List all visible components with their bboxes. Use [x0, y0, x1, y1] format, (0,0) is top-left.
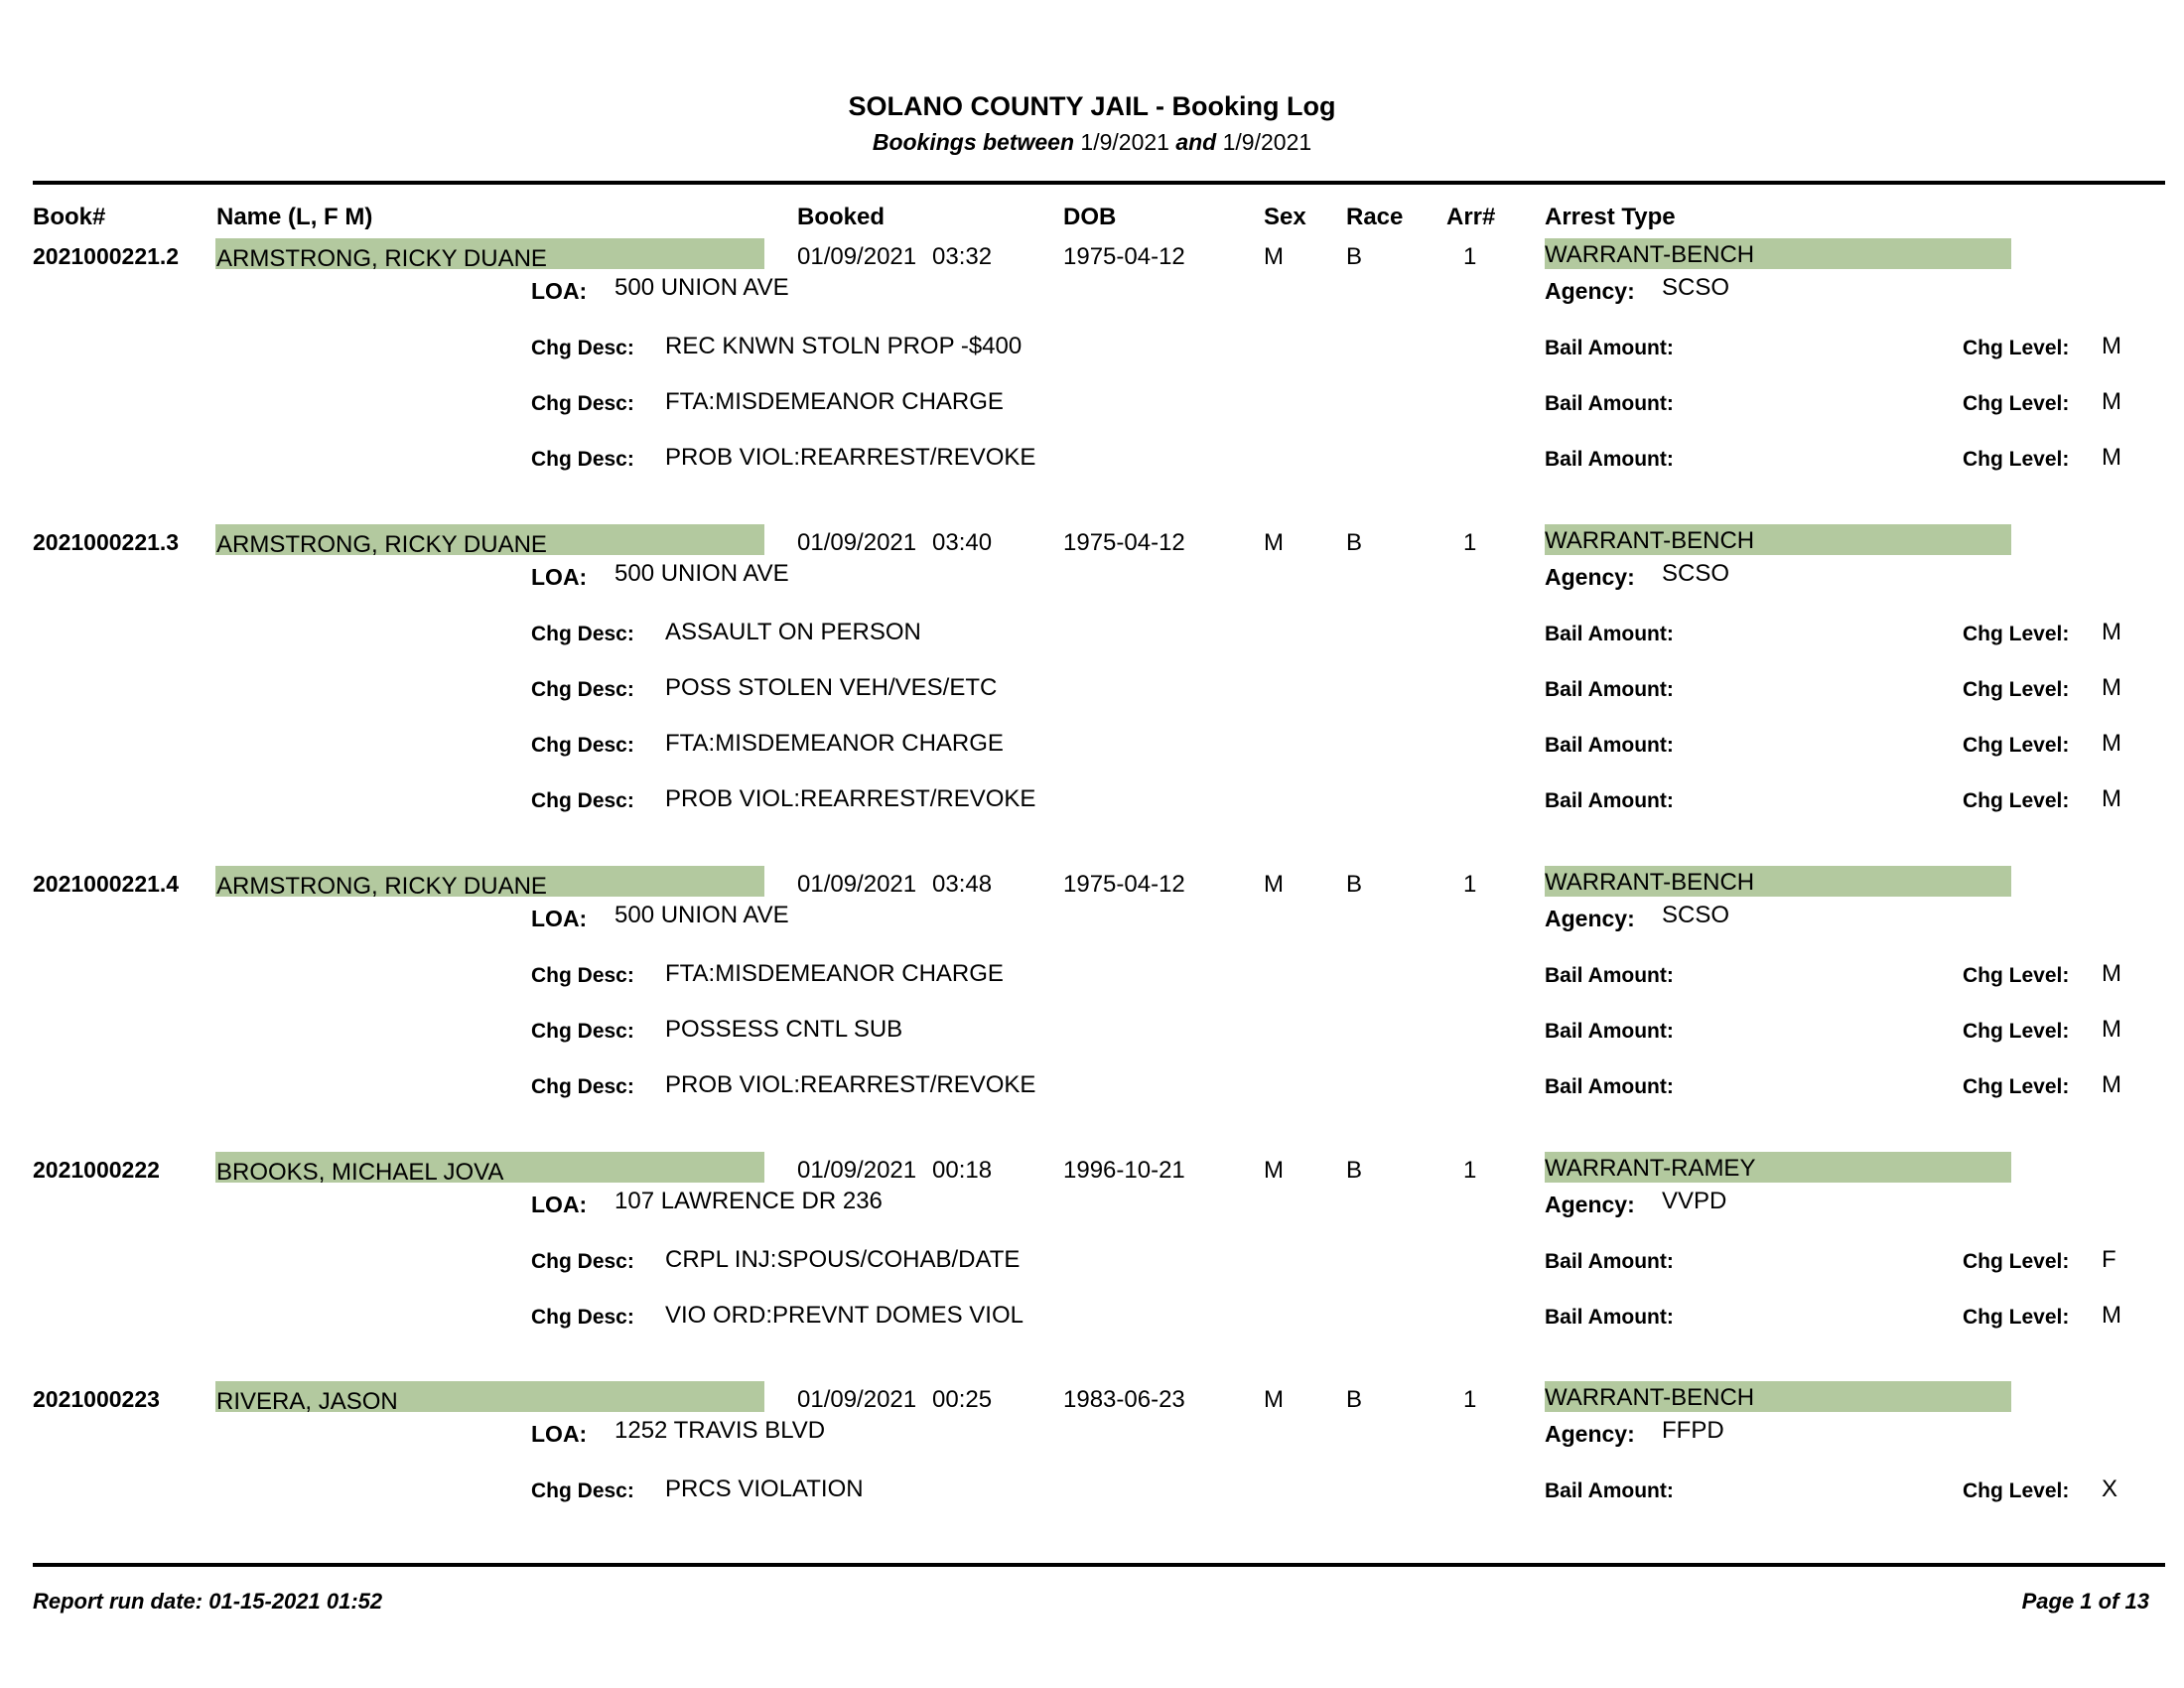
booked-date: 01/09/2021 — [797, 1157, 917, 1184]
subtitle-and: and — [1175, 129, 1217, 155]
chg-level-label: Chg Level: — [1963, 1250, 2070, 1273]
book-number: 2021000221.3 — [33, 529, 180, 555]
agency-value: FFPD — [1662, 1417, 1724, 1444]
inmate-name: ARMSTRONG, RICKY DUANE — [216, 531, 547, 558]
bail-amount-label: Bail Amount: — [1545, 789, 1674, 812]
col-dob: DOB — [1063, 204, 1117, 230]
bail-amount-label: Bail Amount: — [1545, 337, 1674, 359]
booked-date: 01/09/2021 — [797, 1386, 917, 1413]
sex-value: M — [1264, 529, 1284, 556]
bail-amount-label: Bail Amount: — [1545, 1250, 1674, 1273]
agency-label: Agency: — [1545, 906, 1635, 931]
chg-level-label: Chg Level: — [1963, 1075, 2070, 1098]
chg-desc-value: PROB VIOL:REARREST/REVOKE — [665, 1071, 1036, 1098]
col-name: Name (L, F M) — [216, 204, 373, 230]
col-booked: Booked — [797, 204, 886, 230]
loa-value: 500 UNION AVE — [614, 902, 789, 928]
chg-desc-label: Chg Desc: — [531, 964, 634, 987]
arr-value: 1 — [1463, 243, 1477, 270]
sex-value: M — [1264, 243, 1284, 270]
chg-level-label: Chg Level: — [1963, 337, 2070, 359]
bail-amount-label: Bail Amount: — [1545, 623, 1674, 645]
subtitle-prefix: Bookings between — [872, 129, 1075, 155]
booked-date: 01/09/2021 — [797, 529, 917, 556]
chg-desc-label: Chg Desc: — [531, 789, 634, 812]
chg-level-value: M — [2102, 1016, 2121, 1043]
loa-label: LOA: — [531, 1421, 588, 1447]
bail-amount-label: Bail Amount: — [1545, 964, 1674, 987]
chg-level-value: M — [2102, 960, 2121, 987]
header-rule — [33, 181, 2165, 185]
chg-desc-label: Chg Desc: — [531, 623, 634, 645]
inmate-name: RIVERA, JASON — [216, 1388, 398, 1415]
book-number: 2021000223 — [33, 1386, 160, 1412]
agency-value: SCSO — [1662, 902, 1730, 928]
book-number: 2021000221.4 — [33, 871, 180, 897]
loa-label: LOA: — [531, 1192, 588, 1217]
chg-level-label: Chg Level: — [1963, 734, 2070, 757]
chg-level-label: Chg Level: — [1963, 392, 2070, 415]
booked-time: 00:18 — [932, 1157, 993, 1184]
arrest-type: WARRANT-BENCH — [1545, 527, 1755, 554]
loa-label: LOA: — [531, 564, 588, 590]
book-number: 2021000222 — [33, 1157, 160, 1183]
chg-desc-value: PROB VIOL:REARREST/REVOKE — [665, 785, 1036, 812]
agency-label: Agency: — [1545, 1421, 1635, 1447]
loa-value: 500 UNION AVE — [614, 274, 789, 301]
booked-time: 00:25 — [932, 1386, 993, 1413]
chg-desc-label: Chg Desc: — [531, 1250, 634, 1273]
bail-amount-label: Bail Amount: — [1545, 392, 1674, 415]
date-to: 1/9/2021 — [1222, 129, 1312, 155]
loa-value: 500 UNION AVE — [614, 560, 789, 587]
dob-value: 1975-04-12 — [1063, 529, 1185, 556]
race-value: B — [1346, 1157, 1363, 1184]
inmate-name: ARMSTRONG, RICKY DUANE — [216, 873, 547, 900]
chg-level-value: M — [2102, 1302, 2121, 1329]
page-number: Page 1 of 13 — [2021, 1589, 2149, 1614]
chg-desc-value: REC KNWN STOLN PROP -$400 — [665, 333, 1023, 359]
inmate-name: ARMSTRONG, RICKY DUANE — [216, 245, 547, 272]
bail-amount-label: Bail Amount: — [1545, 1306, 1674, 1329]
arr-value: 1 — [1463, 1157, 1477, 1184]
chg-level-label: Chg Level: — [1963, 678, 2070, 701]
col-arr: Arr# — [1446, 204, 1496, 230]
chg-desc-label: Chg Desc: — [531, 734, 634, 757]
chg-level-label: Chg Level: — [1963, 448, 2070, 471]
agency-value: SCSO — [1662, 560, 1730, 587]
arr-value: 1 — [1463, 529, 1477, 556]
bail-amount-label: Bail Amount: — [1545, 1479, 1674, 1502]
bail-amount-label: Bail Amount: — [1545, 1020, 1674, 1043]
chg-level-label: Chg Level: — [1963, 1479, 2070, 1502]
chg-desc-label: Chg Desc: — [531, 448, 634, 471]
chg-desc-label: Chg Desc: — [531, 1479, 634, 1502]
chg-level-label: Chg Level: — [1963, 623, 2070, 645]
race-value: B — [1346, 243, 1363, 270]
chg-desc-value: POSS STOLEN VEH/VES/ETC — [665, 674, 998, 701]
chg-level-label: Chg Level: — [1963, 964, 2070, 987]
dob-value: 1975-04-12 — [1063, 243, 1185, 270]
booked-date: 01/09/2021 — [797, 243, 917, 270]
chg-level-value: M — [2102, 674, 2121, 701]
booked-time: 03:48 — [932, 871, 993, 898]
chg-level-value: M — [2102, 619, 2121, 645]
chg-desc-value: FTA:MISDEMEANOR CHARGE — [665, 730, 1004, 757]
chg-level-value: M — [2102, 388, 2121, 415]
loa-label: LOA: — [531, 906, 588, 931]
footer-rule — [33, 1563, 2165, 1567]
chg-desc-value: PROB VIOL:REARREST/REVOKE — [665, 444, 1036, 471]
book-number: 2021000221.2 — [33, 243, 180, 269]
loa-value: 1252 TRAVIS BLVD — [614, 1417, 826, 1444]
loa-label: LOA: — [531, 278, 588, 304]
agency-value: SCSO — [1662, 274, 1730, 301]
chg-desc-value: CRPL INJ:SPOUS/COHAB/DATE — [665, 1246, 1021, 1273]
chg-level-value: M — [2102, 730, 2121, 757]
dob-value: 1975-04-12 — [1063, 871, 1185, 898]
agency-label: Agency: — [1545, 278, 1635, 304]
col-book: Book# — [33, 204, 106, 230]
race-value: B — [1346, 871, 1363, 898]
report-run-date: Report run date: 01-15-2021 01:52 — [33, 1589, 383, 1614]
booked-time: 03:40 — [932, 529, 993, 556]
dob-value: 1983-06-23 — [1063, 1386, 1185, 1413]
arrest-type: WARRANT-BENCH — [1545, 1384, 1755, 1411]
arrest-type: WARRANT-BENCH — [1545, 241, 1755, 268]
bail-amount-label: Bail Amount: — [1545, 678, 1674, 701]
chg-desc-value: FTA:MISDEMEANOR CHARGE — [665, 960, 1004, 987]
bail-amount-label: Bail Amount: — [1545, 1075, 1674, 1098]
chg-level-label: Chg Level: — [1963, 1306, 2070, 1329]
chg-level-value: M — [2102, 444, 2121, 471]
race-value: B — [1346, 1386, 1363, 1413]
chg-desc-value: PRCS VIOLATION — [665, 1476, 864, 1502]
chg-desc-label: Chg Desc: — [531, 1306, 634, 1329]
chg-desc-value: FTA:MISDEMEANOR CHARGE — [665, 388, 1004, 415]
chg-desc-value: POSSESS CNTL SUB — [665, 1016, 903, 1043]
sex-value: M — [1264, 871, 1284, 898]
sex-value: M — [1264, 1386, 1284, 1413]
date-from: 1/9/2021 — [1080, 129, 1169, 155]
inmate-name: BROOKS, MICHAEL JOVA — [216, 1159, 504, 1186]
report-subtitle — [0, 129, 2184, 156]
booked-date: 01/09/2021 — [797, 871, 917, 898]
loa-value: 107 LAWRENCE DR 236 — [614, 1188, 883, 1214]
chg-level-value: F — [2102, 1246, 2116, 1273]
chg-desc-label: Chg Desc: — [531, 1075, 634, 1098]
agency-label: Agency: — [1545, 1192, 1635, 1217]
chg-desc-label: Chg Desc: — [531, 337, 634, 359]
chg-desc-label: Chg Desc: — [531, 392, 634, 415]
col-arrest-type: Arrest Type — [1545, 204, 1676, 230]
col-race: Race — [1346, 204, 1404, 230]
chg-desc-value: VIO ORD:PREVNT DOMES VIOL — [665, 1302, 1024, 1329]
arrest-type: WARRANT-BENCH — [1545, 869, 1755, 896]
arr-value: 1 — [1463, 1386, 1477, 1413]
chg-level-value: M — [2102, 785, 2121, 812]
agency-value: VVPD — [1662, 1188, 1727, 1214]
chg-desc-label: Chg Desc: — [531, 678, 634, 701]
col-sex: Sex — [1264, 204, 1306, 230]
report-title: SOLANO COUNTY JAIL - Booking Log — [848, 91, 1336, 121]
chg-level-value: X — [2102, 1476, 2118, 1502]
chg-desc-label: Chg Desc: — [531, 1020, 634, 1043]
race-value: B — [1346, 529, 1363, 556]
agency-label: Agency: — [1545, 564, 1635, 590]
chg-level-label: Chg Level: — [1963, 1020, 2070, 1043]
chg-level-value: M — [2102, 333, 2121, 359]
chg-desc-value: ASSAULT ON PERSON — [665, 619, 921, 645]
chg-level-label: Chg Level: — [1963, 789, 2070, 812]
arr-value: 1 — [1463, 871, 1477, 898]
dob-value: 1996-10-21 — [1063, 1157, 1185, 1184]
bail-amount-label: Bail Amount: — [1545, 448, 1674, 471]
sex-value: M — [1264, 1157, 1284, 1184]
bail-amount-label: Bail Amount: — [1545, 734, 1674, 757]
booked-time: 03:32 — [932, 243, 993, 270]
chg-level-value: M — [2102, 1071, 2121, 1098]
arrest-type: WARRANT-RAMEY — [1545, 1155, 1756, 1182]
